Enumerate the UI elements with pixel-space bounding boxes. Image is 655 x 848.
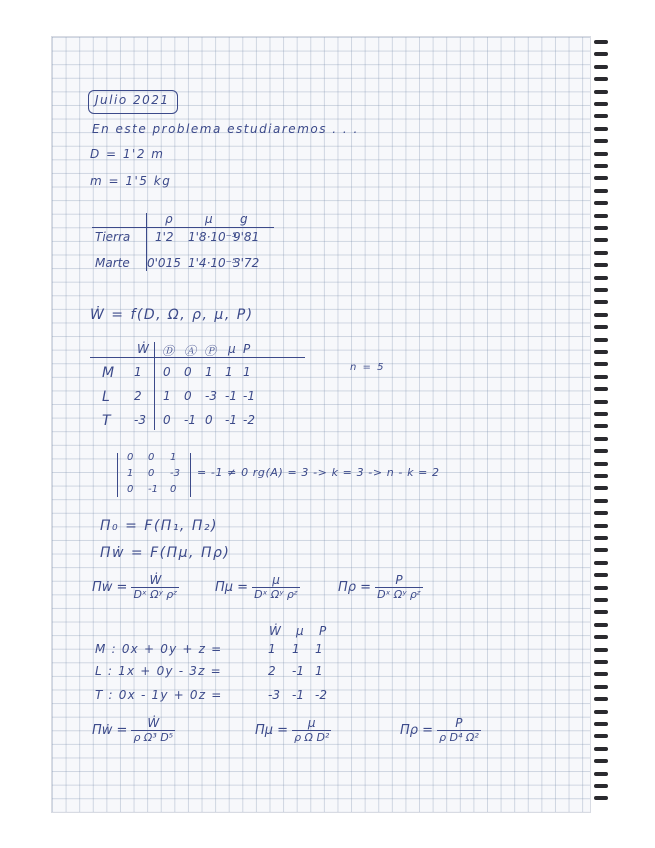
spiral-coil [594,40,608,44]
spiral-coil [594,300,608,304]
spiral-coil [594,573,608,577]
pi-general-def [338,573,423,601]
spiral-coil [594,586,608,590]
spiral-coil [594,648,608,652]
planet-cell: 1'4·10⁻⁵ [188,256,237,270]
spiral-coil [594,772,608,776]
planet-header-mu: μ [205,212,213,226]
pi-denominator: ρ Ω³ D⁵ [133,731,174,745]
spiral-coil [594,152,608,156]
spiral-coil [594,561,608,565]
pi-numerator: Ẇ [149,573,162,587]
spiral-coil [594,449,608,453]
planet-header-rho: ρ [165,212,173,226]
pi-general-def [215,573,300,601]
pi-lhs: Πẇ = [92,722,128,738]
system-value: 2 [268,664,276,678]
spiral-coil [594,65,608,69]
pi-denominator: Dˣ Ωʸ ρᶻ [133,588,178,602]
determinant-cell: 0 [170,484,177,495]
pi-final-def [255,716,331,744]
spiral-coil [594,226,608,230]
planet-cell: 9'81 [233,230,260,244]
dim-matrix-cell: -1 [225,413,237,427]
spiral-coil [594,412,608,416]
n-note: n = 5 [350,362,385,373]
spiral-coil [594,400,608,404]
planet-cell: 1'8·10⁻⁵ [188,230,237,244]
system-value: 1 [268,642,276,656]
dim-col-header: Ẇ [137,342,149,356]
dim-col-header: Ⓓ [162,344,175,358]
spiral-coil [594,685,608,689]
system-value: 1 [315,642,323,656]
spiral-coil [594,424,608,428]
system-equation: M : 0x + 0y + z = [95,642,223,656]
dim-matrix-hline [90,357,305,358]
pi-numerator: P [395,573,403,587]
spiral-coil [594,362,608,366]
system-value: -1 [292,664,304,678]
system-value: -3 [268,688,280,702]
mass-value: m = 1'5 kg [90,174,172,188]
dim-matrix-cell: 1 [243,365,251,379]
function-equation: Ẇ = f(D, Ω, ρ, μ, P) [90,307,254,323]
spiral-coil [594,474,608,478]
dim-row-label: T [102,413,111,429]
spiral-coil [594,598,608,602]
dim-matrix-cell: -1 [243,389,255,403]
pi-relation-2: Πẇ = F(Πμ, Πρ) [100,545,231,561]
determinant-cell: 1 [127,468,134,479]
intro-text: En este problema estudiaremos . . . [92,122,359,136]
dim-matrix-cell: 1 [163,389,171,403]
dim-matrix-cell: -3 [134,413,146,427]
determinant-cell: 0 [127,484,134,495]
spiral-coil [594,548,608,552]
spiral-coil [594,784,608,788]
planet-cell: 0'015 [147,256,181,270]
spiral-coil [594,635,608,639]
dim-col-header: μ [228,342,236,356]
spiral-coil [594,796,608,800]
pi-denominator: ρ D⁴ Ω² [439,731,479,745]
spiral-coil [594,338,608,342]
spiral-coil [594,325,608,329]
spiral-coil [594,201,608,205]
det-bar-right [190,453,191,497]
spiral-coil [594,375,608,379]
system-equation: T : 0x - 1y + 0z = [95,688,223,702]
spiral-coil [594,462,608,466]
planet-row-name: Tierra [95,230,131,244]
spiral-coil [594,722,608,726]
system-col-header: Ẇ [269,624,281,638]
determinant-cell: 0 [148,468,155,479]
dim-matrix-cell: -1 [225,389,237,403]
spiral-coil [594,610,608,614]
pi-denominator: Dˣ Ωʸ ρᶻ [254,588,298,602]
pi-denominator: ρ Ω D² [294,731,330,745]
spiral-coil [594,139,608,143]
dim-matrix-cell: 0 [163,365,171,379]
spiral-coil [594,387,608,391]
planet-cell: 1'2 [155,230,174,244]
system-value: -1 [292,688,304,702]
pi-lhs: Πμ = [255,722,289,738]
det-bar-left [117,453,118,497]
diameter-value: D = 1'2 m [90,147,165,161]
spiral-coil [594,350,608,354]
spiral-coil [594,437,608,441]
spiral-coil [594,623,608,627]
dim-col-header: P [243,342,251,356]
dim-matrix-cell: 1 [134,365,142,379]
system-col-header: P [319,624,327,638]
spiral-coil [594,511,608,515]
pi-lhs: Πρ = [400,722,434,738]
system-col-header: μ [296,624,304,638]
spiral-coil [594,238,608,242]
spiral-coil [594,77,608,81]
pi-numerator: μ [272,573,280,587]
pi-final-def [400,716,481,744]
spiral-coil [594,747,608,751]
planet-header-g: g [240,212,248,226]
system-equation: L : 1x + 0y - 3z = [95,664,222,678]
spiral-binding [594,40,608,810]
dim-row-label: M [102,365,115,381]
dim-matrix-cell: -1 [184,413,196,427]
spiral-coil [594,251,608,255]
pi-denominator: Dˣ Ωʸ ρᶻ [377,588,421,602]
determinant-cell: 0 [148,452,155,463]
dim-matrix-cell: -2 [243,413,255,427]
determinant-cell: -1 [148,484,158,495]
spiral-coil [594,102,608,106]
pi-relation-1: Π₀ = F(Π₁, Π₂) [100,518,218,534]
pi-lhs: Πρ = [338,579,372,595]
dim-matrix-cell: 0 [184,365,192,379]
spiral-coil [594,52,608,56]
spiral-coil [594,759,608,763]
dim-col-header: Ⓐ [184,344,197,358]
pi-numerator: P [455,716,463,730]
system-value: -2 [315,688,327,702]
dim-matrix-cell: 2 [134,389,142,403]
spiral-coil [594,276,608,280]
dim-matrix-cell: 0 [205,413,213,427]
pi-final-def [92,716,175,744]
spiral-coil [594,114,608,118]
page-title: Julio 2021 [95,93,170,107]
dim-matrix-cell: 1 [205,365,213,379]
dim-col-header: Ⓟ [204,344,217,358]
dim-matrix-cell: -3 [205,389,217,403]
system-value: 1 [315,664,323,678]
dim-matrix-cell: 0 [184,389,192,403]
spiral-coil [594,710,608,714]
spiral-coil [594,164,608,168]
spiral-coil [594,90,608,94]
pi-numerator: Ẇ [147,716,160,730]
determinant-cell: -3 [170,468,180,479]
pi-numerator: μ [307,716,316,730]
pi-lhs: Πμ = [215,579,249,595]
spiral-coil [594,176,608,180]
dim-row-label: L [102,389,110,405]
spiral-coil [594,127,608,131]
spiral-coil [594,313,608,317]
spiral-coil [594,660,608,664]
spiral-coil [594,499,608,503]
spiral-coil [594,672,608,676]
dim-matrix-cell: 1 [225,365,233,379]
spiral-coil [594,536,608,540]
dim-matrix-cell: 0 [163,413,171,427]
spiral-coil [594,288,608,292]
system-value: 1 [292,642,300,656]
planet-cell: 3'72 [233,256,260,270]
spiral-coil [594,263,608,267]
determinant-cell: 1 [170,452,177,463]
spiral-coil [594,486,608,490]
pi-lhs: Πẇ = [92,579,128,595]
spiral-coil [594,734,608,738]
dim-matrix-vline [154,342,155,430]
determinant-cell: 0 [127,452,134,463]
spiral-coil [594,189,608,193]
spiral-coil [594,697,608,701]
spiral-coil [594,524,608,528]
determinant-result: = -1 ≠ 0 rg(A) = 3 -> k = 3 -> n - k = 2 [197,466,440,479]
pi-general-def [92,573,179,601]
spiral-coil [594,214,608,218]
planet-row-name: Marte [95,256,130,270]
planet-table-hline [92,227,274,228]
